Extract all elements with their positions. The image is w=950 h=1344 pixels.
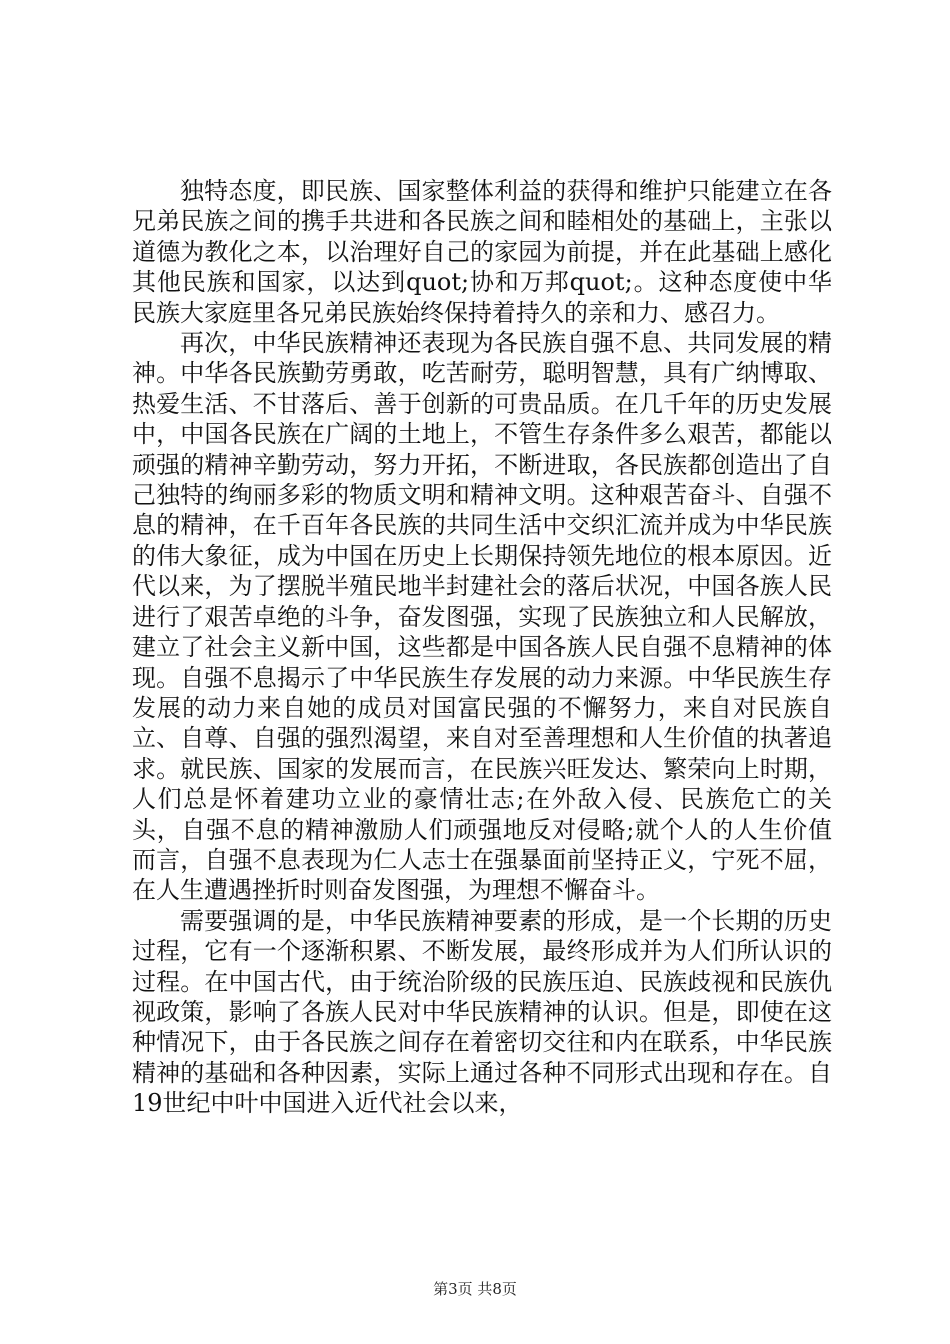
- paragraph-3: 需要强调的是，中华民族精神要素的形成，是一个长期的历史过程，它有一个逐渐积累、不断发展，最终形成并为人们所认识的过程。在中国古代，由于统治阶级的民族压迫、民族歧视和民族仇视政策，影响了各族人民对中华民族精神的认识。但是，即使在这种情况下，由于各民族之间存在着密切交往和内在联系，中华民族精神的基础和各种因素，实际上通过各种不同形式出现和存在。自19世纪中叶中国进入近代社会以来，: [132, 906, 832, 1118]
- paragraph-2: 再次，中华民族精神还表现为各民族自强不息、共同发展的精神。中华各民族勤劳勇敢，吃苦耐劳，聪明智慧，具有广纳博取、热爱生活、不甘落后、善于创新的可贵品质。在几千年的历史发展中，中国各民族在广阔的土地上，不管生存条件多么艰苦，都能以顽强的精神辛勤劳动，努力开拓，不断进取，各民族都创造出了自己独特的绚丽多彩的物质文明和精神文明。这种艰苦奋斗、自强不息的精神，在千百年各民族的共同生活中交织汇流并成为中华民族的伟大象征，成为中国在历史上长期保持领先地位的根本原因。近代以来，为了摆脱半殖民地半封建社会的落后状况，中国各族人民进行了艰苦卓绝的斗争，奋发图强，实现了民族独立和人民解放，建立了社会主义新中国，这些都是中国各族人民自强不息精神的体现。自强不息揭示了中华民族生存发展的动力来源。中华民族生存发展的动力来自她的成员对国富民强的不懈努力，来自对民族自立、自尊、自强的强烈渴望，来自对至善理想和人生价值的执著追求。就民族、国家的发展而言，在民族兴旺发达、繁荣向上时期，人们总是怀着建功立业的豪情壮志;在外敌入侵、民族危亡的关头，自强不息的精神激励人们顽强地反对侵略;就个人的人生价值而言，自强不息表现为仁人志士在强暴面前坚持正义，宁死不屈，在人生遭遇挫折时则奋发图强，为理想不懈奋斗。: [132, 329, 832, 905]
- body-text: [132, 176, 832, 1119]
- paragraph-1: 独特态度，即民族、国家整体利益的获得和维护只能建立在各兄弟民族之间的携手共进和各民族之间和睦相处的基础上，主张以道德为教化之本，以治理好自己的家园为前提，并在此基础上感化其他民族和国家，以达到quot;协和万邦quot;。这种态度使中华民族大家庭里各兄弟民族始终保持着持久的亲和力、感召力。: [132, 177, 832, 327]
- page-footer: 第3页 共8页: [433, 1280, 517, 1298]
